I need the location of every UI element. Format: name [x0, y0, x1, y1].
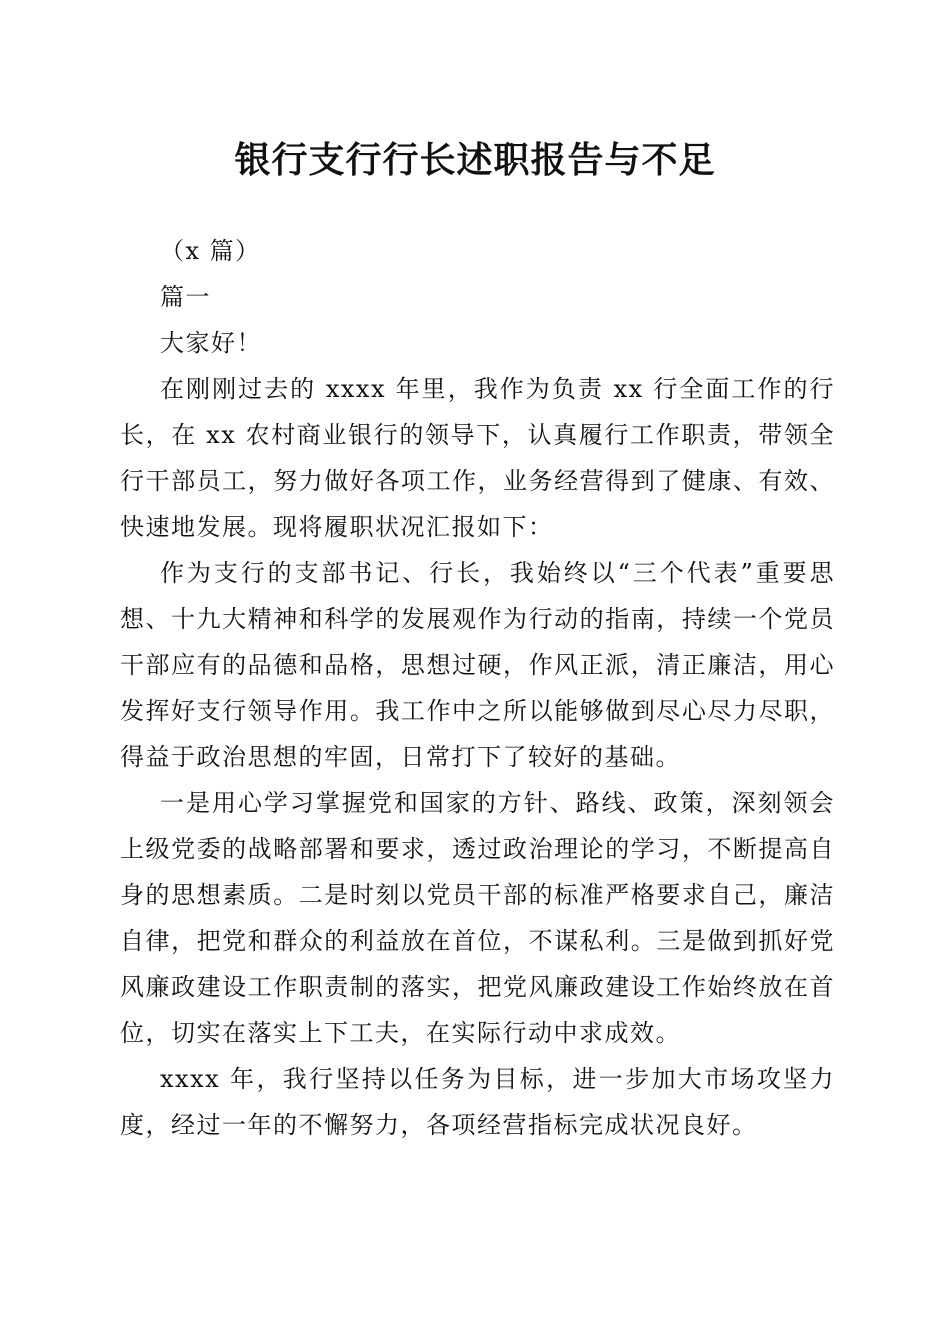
paragraph-political-thought: 作为支行的支部书记、行长，我始终以“三个代表”重要思想、十九大精神和科学的发展观作为行动的指南，持续一个党员干部应有的品德和品格，思想过硬，作风正派，清正廉洁，用心发挥好支行领导作用。我工作中之所以能够做到尽心尽力尽职，得益于政治思想的牢固，日常打下了较好的基础。: [120, 559, 835, 771]
paragraph-greeting: 大家好！: [160, 329, 262, 357]
document-body: [120, 228, 835, 1148]
paragraph-count-note: （x 篇）: [160, 237, 261, 265]
paragraph-annual-results: xxxx 年，我行坚持以任务为目标，进一步加大市场攻坚力度，经过一年的不懈努力，各项经营指标完成状况良好。: [120, 1065, 835, 1139]
paragraph-three-points: 一是用心学习掌握党和国家的方针、路线、政策，深刻领会上级党委的战略部署和要求，透过政治理论的学习，不断提高自身的思想素质。二是时刻以党员干部的标准严格要求自己，廉洁自律，把党和群众的利益放在首位，不谋私利。三是做到抓好党风廉政建设工作职责制的落实，把党风廉政建设工作始终放在首位，切实在落实上下工夫，在实际行动中求成效。: [120, 789, 835, 1047]
paragraph-section-heading: 篇一: [160, 283, 211, 311]
paragraph-intro: 在刚刚过去的 xxxx 年里，我作为负责 xx 行全面工作的行长，在 xx 农村商业银行的领导下，认真履行工作职责，带领全行干部员工，努力做好各项工作，业务经营得到了健康、有效、快速地发展。现将履职状况汇报如下：: [120, 375, 835, 541]
document-title: 银行支行行长述职报告与不足: [234, 139, 716, 181]
